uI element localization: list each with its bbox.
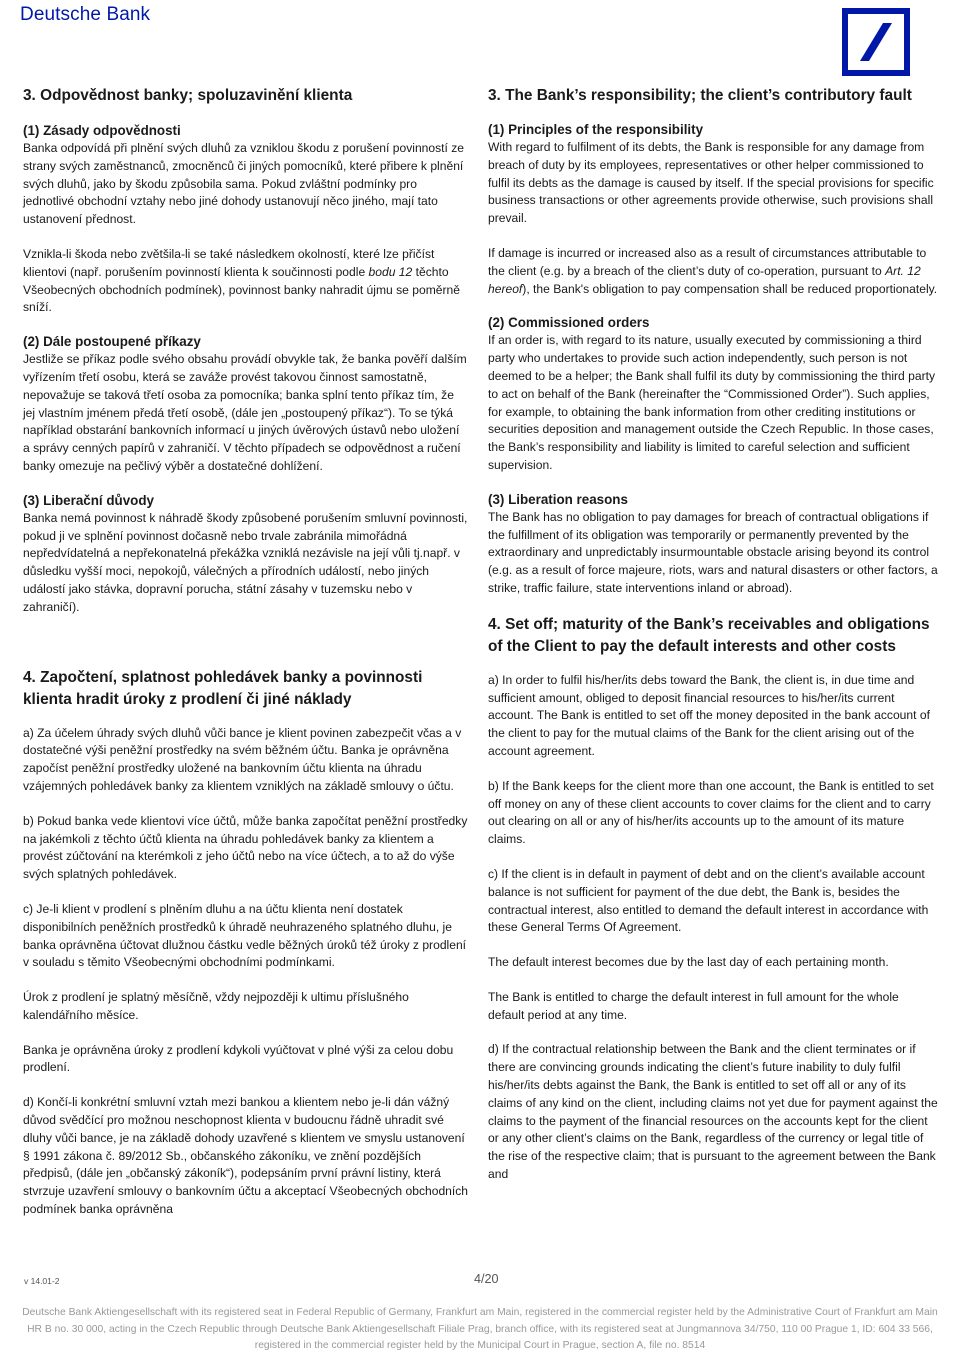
logo-slash-icon [848, 14, 904, 70]
subsection-2-para-cz: Jestliže se příkaz podle svého obsahu provádí obvykle tak, že banka pověří dalším vyřízením třetí osobu, která se zaváže provést takovou činnost samostatně, nepovažuje se taková třetí osoba za pomocníka; banka splní tento příkaz tím, že jej vlastním jménem předá třetí osobě, (dále jen „postoupený příkaz“). To se týká například obstarání bankovních informací u jiných úvěrových ústavů nebo uložení a správy cenných papírů v zahraničí. V těchto případech se odpovědnost a ručení banky omezuje na pečlivý výběr a dostatečné dohlížení. [23, 352, 467, 473]
subsection-1-para-en: With regard to fulfilment of its debts, the Bank is responsible for any damage from breach of duty by its employees, representatives or other helper commissioned to fulfil its debts as the damage is caused by itself. If the special provisions for specific business transactions or other agreements provide otherwise, such provisions shall prevail. [488, 140, 934, 226]
section-4-a-cz: a) Za účelem úhrady svých dluhů vůči bance je klient povinen zabezpečit včas a v dostatečné výši peněžní prostředky na svém běžném účtu. Banka je oprávněna započíst peněžní prostředky uložené na bankovním účtu klienta na úhradu vzájemných pohledávek banky za klientem vzniklých na základě smlouvy o účtu. [23, 725, 462, 793]
english-column [488, 85, 938, 1184]
section-4-a-en: a) In order to fulfil his/her/its debs toward the Bank, the client is, in due time and sufficient amount, obliged to deposit financial resources to his/her/its current account. The Bank is entitled to set off the money deposited in the bank account of the client to pay for the mutual claims of the Bank for the client arising out of the account agreement. [488, 672, 930, 758]
subsection-1-para2-cz [23, 246, 469, 317]
section-3-title-en: 3. The Bank’s responsibility; the client’s contributory fault [488, 87, 912, 104]
section-4-b-en: b) If the Bank keeps for the client more than one account, the Bank is entitled to set off money on any of these client accounts to cover claims for the client and to carry out clearing on all or any of his/her/its accounts up to the amount of its mature claims. [488, 778, 934, 847]
section-4-c-en: c) If the client is in default in payment of debt and on the client’s available account balance is not sufficient for payment of the due debt, the Bank is, besides the contractual interest, also entitled to demand the default interest in accordance with these General Terms Of Agreement. [488, 866, 929, 935]
subsection-1-title-en: (1) Principles of the responsibility [488, 122, 704, 137]
subsection-1-title-cz: (1) Zásady odpovědnosti [23, 123, 181, 138]
document-version: v 14.01-2 [24, 1276, 60, 1286]
para2-ref-en: Art. 12 hereof [488, 263, 921, 296]
subsection-3-para-en: The Bank has no obligation to pay damages for breach of contractual obligations if the fulfillment of its obligation was temporarily or permanently prevented by the extraordinary and unpredictably insurmountable obstacle arising beyond its control (e.g. as a result of force majeure, riots, wars and natural disasters or other factors, a strike, traffic failure, state interventions inland or abroad). [488, 509, 938, 595]
subsection-1-para-cz: Banka odpovídá při plnění svých dluhů za vzniklou škodu z porušení povinností ze strany svých zaměstnanců, zmocněnců či jiných pomocníků, které přibere k plnění svých dluhů, jako by škodu způsobila sama. Pokud zvláštní podmínky pro jednotlivé obchodní vztahy nebo jiné dohody ustanovují něco jiného, mají tato ustanovení přednost. [23, 141, 465, 227]
section-4-d-cz: d) Končí-li konkrétní smluvní vztah mezi bankou a klientem nebo je-li dán vážný důvod svědčící pro možnou neschopnost klienta v budoucnu řádně uhradit své dluhy vůči bance, je na základě dohody uzavřené s klientem ve smyslu ustanovení § 1991 zákona č. 89/2012 Sb., občanského zákoníku, ve znění pozdějších předpisů, (dále jen „občanský zákoník“), podepsáním první právní listiny, která stvrzuje uzavření smlouvy o bankovním účtu a akceptací Všeobecných obchodních podmínek banka oprávněna [23, 1095, 469, 1217]
subsection-3-title-en: (3) Liberation reasons [488, 491, 628, 507]
para2-text-a: Vznikla-li škoda nebo zvětšila-li se také následkem okolností, které lze přičíst klientovi (např. porušením povinností klienta k součinnosti podle [23, 246, 435, 279]
czech-column [23, 85, 469, 1219]
section-4-d-en: d) If the contractual relationship between the Bank and the client terminates or if there are convincing grounds indicating the client’s future inability to duly fulfil his/her/its debts against the Bank, the Bank is entitled to set off all or any of its claims of any kind on the client, including claims not yet due for payment against the claims to the payment of the financial resources on the accounts kept for the client or any other client’s claims on the Bank, regardless of the currency or legal title of the rise of the respective claim; that is pursuant to the agreement between the Bank and [488, 1042, 938, 1182]
section-4-p1-en: The default interest becomes due by the last day of each pertaining month. [488, 955, 889, 970]
subsection-2-title-cz: (2) Dále postoupené příkazy [23, 334, 201, 350]
subsection-3-title-cz: (3) Liberační důvody [23, 492, 154, 508]
section-3-title-cz: 3. Odpovědnost banky; spoluzavinění klienta [23, 87, 353, 104]
legal-footer: Deutsche Bank Aktiengesellschaft with its registered seat in Federal Republic of Germany, Frankfurt am Main, registered in the commercial register held by the Administrative Court of Frankfurt am Main HR B no. 30 000, acting in the Czech Republic through Deutsche Bank Aktiengesellschaft Filiale Prag, branch office, with its registered seat at Jungmannova 34/750, 110 00 Prague 1, ID: 604 33 566, registered in the commercial register held by the Municipal Court in Prague, section A, file no. 8514 [22, 1307, 938, 1351]
subsection-3-para-cz: Banka nemá povinnost k náhradě škody způsobené porušením smluvní povinnosti, pokud ji ve splnění povinnost dočasně nebo trvale zabránila mimořádná nepředvídatelná a nepřekonatelná překážka vzniklá nezávisle na její vůli tj.např. v důsledku vyšší moci, nepokojů, válečných a přírodních událostí, nebo jiných událostí jako stávka, dopravní porucha, státní zásahy v tuzemsku nebo v zahraničí). [23, 510, 468, 614]
brand-name: Deutsche Bank [20, 4, 151, 25]
para2-text-c: těchto Všeobecných obchodních podmínek), povinnost banky nahradit újmu se poměrně sníží. [23, 264, 460, 315]
page-number: 4/20 [474, 1272, 499, 1286]
section-4-title-cz: 4. Započtení, splatnost pohledávek banky a povinnosti klienta hradit úroky z prodlení či jiné náklady [23, 668, 423, 708]
section-4-p2-en: The Bank is entitled to charge the default interest in full amount for the whole default period at any time. [488, 989, 899, 1022]
section-4-b-cz: b) Pokud banka vede klientovi více účtů, může banka započítat peněžní prostředky na jakémkoli z těchto účtů klienta na úhradu pohledávek banky za klientem a provést zúčtování na kterémkoli z jeho účtů nebo na více účtech, a to až do výše svých splatných pohledávek. [23, 813, 468, 882]
subsection-1-para2-en [488, 245, 938, 298]
subsection-2-para-en: If an order is, with regard to its nature, usually executed by commissioning a third party who undertakes to provide such action independently, such person is not deemed to be a helper; the Bank shall fulfil its duty by commissioning the third party to act on behalf of the Bank (hereinafter the “Commissioned Order”). Such applies, for example, to obtaining the bank information from other crediting institutions or securities deposition and management outside the Czech Republic. In those cases, the Bank’s responsibility and liability is limited to careful selection and sufficient supervision. [488, 333, 936, 472]
subsection-2-title-en: (2) Commissioned orders [488, 315, 650, 331]
deutsche-bank-logo-icon [842, 8, 910, 76]
section-4-c-cz: c) Je-li klient v prodlení s plněním dluhu a na účtu klienta není dostatek disponibilních peněžních prostředků k úhradě neuhrazeného splatného dluhu, je banka oprávněna účtovat dlužnou částku vedle běžných úroků též úroky z prodlení v souladu s těmito Všeobecnými obchodními podmínkami. [23, 901, 467, 970]
para2-text-c-en: ), the Bank's obligation to pay compensation shall be reduced proportionately. [522, 281, 938, 296]
section-4-p1-cz: Úrok z prodlení je splatný měsíčně, vždy nejpozději k ultimu příslušného kalendářního měsíce. [23, 990, 409, 1022]
para2-ref: bodu 12 [368, 264, 413, 279]
section-4-p2-cz: Banka je oprávněna úroky z prodlení kdykoli vyúčtovat v plné výši za celou dobu prodlení. [23, 1042, 454, 1075]
section-4-title-en: 4. Set off; maturity of the Bank’s receivables and obligations of the Client to pay the default interests and other costs [488, 615, 930, 655]
para2-text-a-en: If damage is incurred or increased also as a result of circumstances attributable to the client (e.g. by a breach of the client’s duty of co-operation, pursuant to [488, 245, 927, 278]
